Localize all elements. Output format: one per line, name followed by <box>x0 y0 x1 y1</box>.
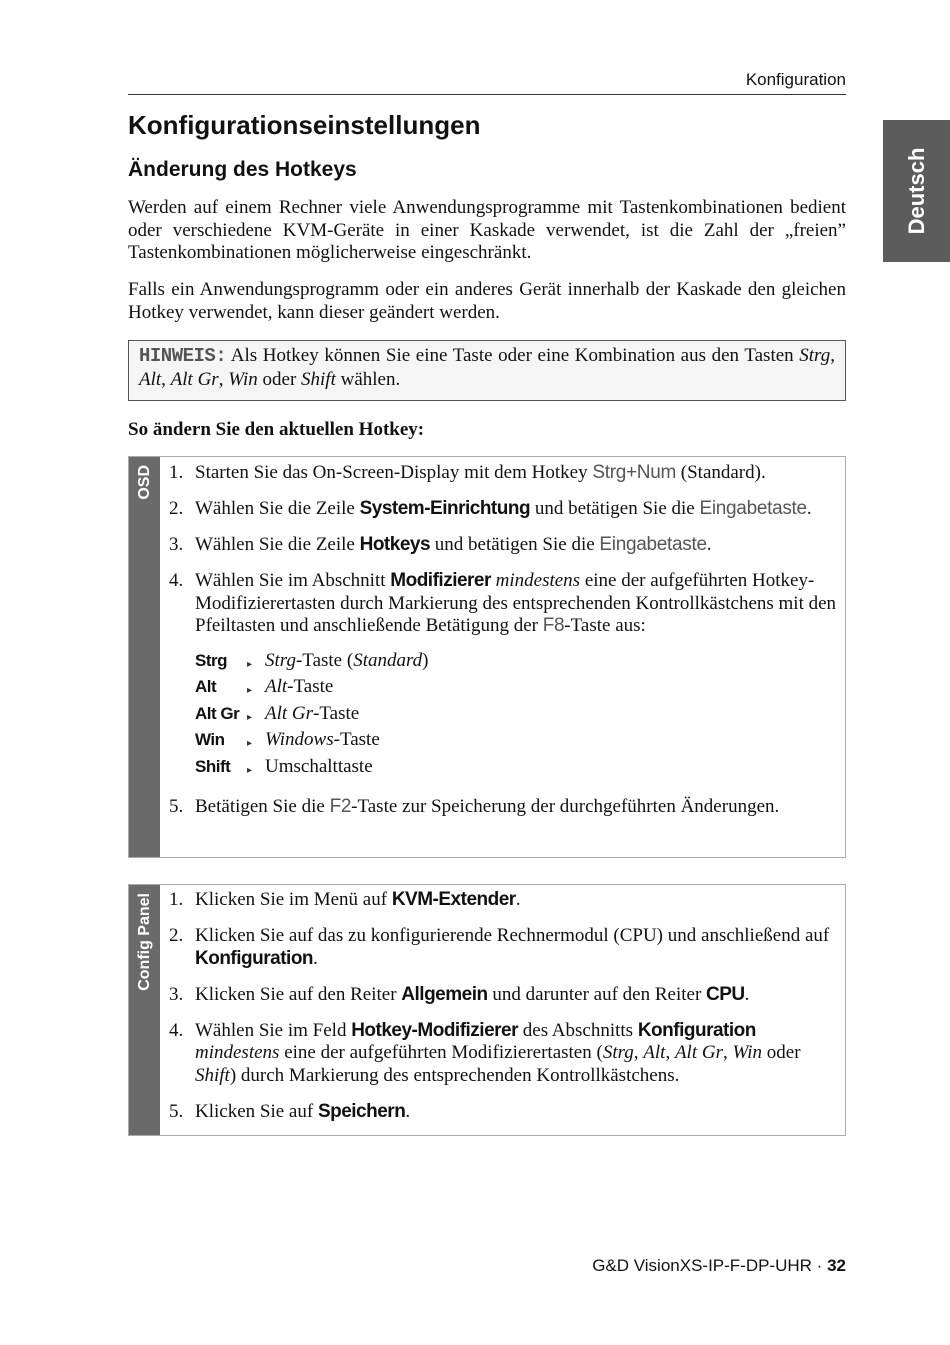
language-tab <box>883 120 950 262</box>
config-panel-band-label: Config Panel <box>135 893 153 991</box>
list-item: 5. Betätigen Sie die F2-Taste zur Speicherung der durchgeführten Änderungen. <box>169 795 780 817</box>
list-item: 1. Klicken Sie im Menü auf KVM-Extender. <box>169 889 521 910</box>
note-label: HINWEIS: <box>139 345 227 367</box>
page-title: Konfigurationseinstellungen <box>128 110 481 140</box>
table-row: Strg ▸ Strg-Taste (Standard) <box>195 650 429 677</box>
arrow-right-icon: ▸ <box>247 738 253 749</box>
product-name: G&D VisionXS-IP-F-DP-UHR · <box>592 1256 828 1275</box>
section-label: Konfiguration <box>637 1019 756 1041</box>
table-row: Alt ▸ Alt-Taste <box>195 676 429 703</box>
language-tab-label: Deutsch <box>903 147 929 235</box>
key-label: F2 <box>329 795 352 817</box>
second-paragraph: Falls ein Anwendungsprogramm oder ein anderes Gerät innerhalb der Kaskade den gleichen Hotkey verwendet, kann dieser geändert werden. <box>128 279 846 323</box>
osd-steps-box <box>128 456 846 858</box>
key-label: Eingabetaste <box>699 498 807 519</box>
menu-item-label: Hotkeys <box>359 534 431 555</box>
arrow-right-icon: ▸ <box>247 685 253 696</box>
arrow-right-icon: ▸ <box>247 764 253 776</box>
intro-paragraph: Werden auf einem Rechner viele Anwendungsprogramme mit Tastenkombinationen bedient oder verschiedene KVM-Geräte in einer Kaskade verwendet, ist die Zahl der „freien” Tastenkombinationen möglicherweise eingeschränkt. <box>128 197 846 263</box>
list-item: 1. Starten Sie das On-Screen-Display mit dem Hotkey Strg+Num (Standard). <box>169 462 766 483</box>
list-item: 2. Klicken Sie auf das zu konfigurierende Rechnermodul (CPU) und anschließend auf Konfiguration. <box>169 925 830 969</box>
section-subtitle: Änderung des Hotkeys <box>128 158 357 181</box>
config-panel-band <box>129 885 160 1135</box>
config-panel-step-list <box>129 885 845 1123</box>
table-row: Alt Gr ▸ Alt Gr-Taste <box>195 703 429 730</box>
list-item: 4. Wählen Sie im Abschnitt Modifizierer mindestens eine der aufgeführten Hotkey-Modifizierertasten durch Markierung des entsprechenden Kontrollkästchens mit den Pfeiltasten und anschließende Betätigung der F8-Taste aus: Strg ▸ Strg-Taste (Standard) Alt ▸ Alt-Taste Alt Gr ▸ Alt Gr-Taste Win ▸ Windows-Taste Shift ▸ Umschalttaste <box>169 570 845 782</box>
menu-item-label: System-Einrichtung <box>359 498 531 519</box>
page-number: 32 <box>827 1256 846 1275</box>
menu-item-label: KVM-Extender <box>391 889 516 910</box>
modifier-key-table <box>195 650 429 783</box>
osd-step-list <box>129 457 845 818</box>
field-label: Hotkey-Modifizierer <box>351 1019 519 1041</box>
osd-band <box>129 457 160 857</box>
procedure-heading: So ändern Sie den aktuellen Hotkey: <box>128 419 425 440</box>
menu-item-label: Modifizierer <box>390 570 491 591</box>
tab-label: Allgemein <box>401 983 488 1005</box>
list-item: 3. Wählen Sie die Zeile Hotkeys und betätigen Sie die Eingabetaste. <box>169 534 712 555</box>
osd-band-label: OSD <box>135 465 153 500</box>
menu-item-label: Konfiguration <box>195 947 314 969</box>
list-item: 3. Klicken Sie auf den Reiter Allgemein und darunter auf den Reiter CPU. <box>169 983 750 1005</box>
config-panel-steps-box <box>128 884 846 1136</box>
page-footer <box>128 1256 846 1276</box>
arrow-right-icon: ▸ <box>247 711 253 723</box>
list-item: 2. Wählen Sie die Zeile System-Einrichtung und betätigen Sie die Eingabetaste. <box>169 498 812 519</box>
key-label: F8 <box>542 615 565 636</box>
tab-label: CPU <box>706 983 745 1005</box>
running-header: Konfiguration <box>128 70 846 95</box>
button-label: Speichern <box>317 1100 406 1122</box>
arrow-right-icon: ▸ <box>247 658 253 670</box>
table-row: Win ▸ Windows-Taste <box>195 729 429 756</box>
note-box: HINWEIS: Als Hotkey können Sie eine Taste oder eine Kombination aus den Tasten Strg, Alt, Alt Gr, Win oder Shift wählen. <box>128 340 846 401</box>
list-item: 4. Wählen Sie im Feld Hotkey-Modifizierer des Abschnitts Konfiguration mindestens eine der aufgeführten Modifizierertasten (Strg, Alt, Alt Gr, Win oder Shift) durch Markierung des entsprechenden Kontrollkästchens. <box>169 1019 801 1086</box>
table-row: Shift ▸ Umschalttaste <box>195 756 429 783</box>
key-label: Eingabetaste <box>599 534 707 555</box>
hotkey-label: Strg+Num <box>592 462 677 483</box>
list-item: 5. Klicken Sie auf Speichern. <box>169 1100 411 1122</box>
